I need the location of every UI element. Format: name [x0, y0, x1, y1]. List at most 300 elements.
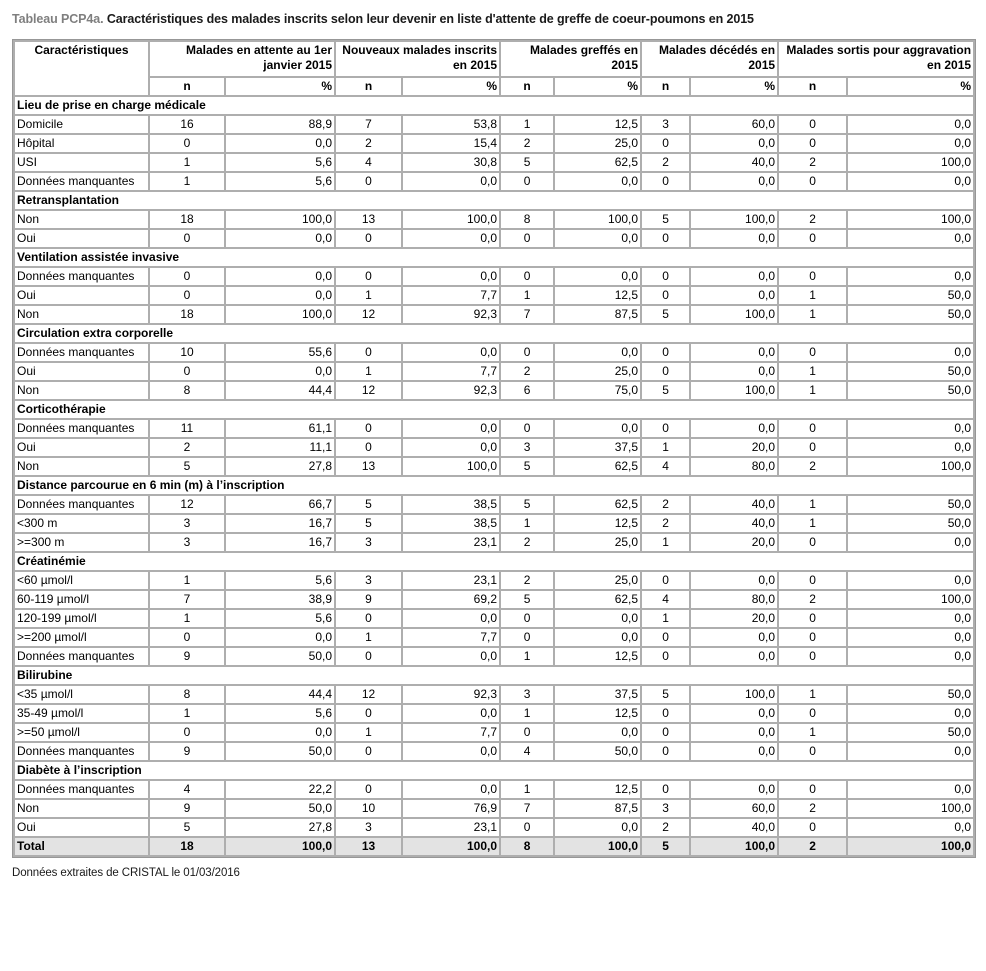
pct-value: 0,0: [691, 743, 777, 760]
n-value: 12: [336, 306, 401, 323]
pct-value: 25,0: [555, 534, 640, 551]
n-value: 0: [501, 724, 553, 741]
n-column-header: n: [501, 78, 553, 95]
pct-value: 66,7: [226, 496, 334, 513]
pct-value: 100,0: [403, 211, 499, 228]
pct-value: 0,0: [848, 781, 973, 798]
n-value: 0: [642, 420, 689, 437]
total-row: [15, 838, 973, 855]
pct-value: 50,0: [848, 515, 973, 532]
pct-value: 50,0: [848, 686, 973, 703]
table-row: [15, 211, 973, 228]
row-label: Total: [15, 838, 148, 855]
n-value: 2: [501, 534, 553, 551]
section-title: Lieu de prise en charge médicale: [15, 97, 973, 114]
n-value: 0: [642, 629, 689, 646]
n-value: 3: [336, 819, 401, 836]
n-value: 8: [150, 686, 224, 703]
n-value: 7: [501, 800, 553, 817]
n-value: 0: [779, 439, 846, 456]
pct-value: 0,0: [691, 135, 777, 152]
pct-value: 88,9: [226, 116, 334, 133]
n-value: 5: [336, 515, 401, 532]
pct-value: 40,0: [691, 819, 777, 836]
pct-value: 7,7: [403, 287, 499, 304]
n-value: 0: [642, 363, 689, 380]
n-value: 0: [642, 572, 689, 589]
pct-column-header: %: [691, 78, 777, 95]
column-group-deceased: Malades décédés en 2015: [642, 42, 777, 76]
table-row: [15, 173, 973, 190]
pct-value: 37,5: [555, 439, 640, 456]
section-header-row: [15, 249, 973, 266]
table-row: [15, 724, 973, 741]
n-value: 4: [642, 458, 689, 475]
pct-value: 12,5: [555, 648, 640, 665]
pct-value: 38,9: [226, 591, 334, 608]
n-value: 2: [779, 800, 846, 817]
pct-value: 60,0: [691, 116, 777, 133]
pct-value: 100,0: [555, 211, 640, 228]
pct-value: 53,8: [403, 116, 499, 133]
n-value: 5: [501, 458, 553, 475]
row-label: Domicile: [15, 116, 148, 133]
n-value: 0: [150, 287, 224, 304]
n-value: 1: [779, 686, 846, 703]
pct-value: 100,0: [691, 306, 777, 323]
pct-value: 0,0: [691, 287, 777, 304]
pct-value: 92,3: [403, 382, 499, 399]
n-value: 2: [642, 515, 689, 532]
n-value: 2: [501, 572, 553, 589]
n-value: 0: [642, 724, 689, 741]
pct-value: 0,0: [848, 420, 973, 437]
n-value: 5: [336, 496, 401, 513]
table-row: [15, 458, 973, 475]
n-value: 3: [336, 534, 401, 551]
n-value: 0: [642, 743, 689, 760]
pct-value: 0,0: [403, 705, 499, 722]
pct-value: 0,0: [848, 116, 973, 133]
n-column-header: n: [642, 78, 689, 95]
n-value: 1: [336, 724, 401, 741]
row-label: >=200 µmol/l: [15, 629, 148, 646]
column-group-header-row: [15, 42, 973, 76]
n-value: 2: [779, 211, 846, 228]
pct-value: 0,0: [691, 629, 777, 646]
n-value: 1: [150, 572, 224, 589]
pct-value: 5,6: [226, 154, 334, 171]
pct-value: 0,0: [403, 344, 499, 361]
n-value: 1: [642, 534, 689, 551]
table-row: [15, 382, 973, 399]
table-row: [15, 572, 973, 589]
pct-value: 50,0: [848, 363, 973, 380]
pct-column-header: %: [226, 78, 334, 95]
pct-value: 0,0: [848, 344, 973, 361]
n-value: 0: [336, 268, 401, 285]
pct-value: 12,5: [555, 515, 640, 532]
pct-value: 50,0: [848, 306, 973, 323]
n-value: 1: [779, 363, 846, 380]
table-row: [15, 135, 973, 152]
pct-value: 27,8: [226, 819, 334, 836]
row-label: USI: [15, 154, 148, 171]
n-value: 3: [336, 572, 401, 589]
row-label: Non: [15, 458, 148, 475]
n-value: 0: [779, 743, 846, 760]
row-label: Non: [15, 800, 148, 817]
pct-value: 0,0: [555, 610, 640, 627]
pct-value: 92,3: [403, 686, 499, 703]
pct-value: 0,0: [226, 363, 334, 380]
pct-value: 50,0: [848, 382, 973, 399]
n-value: 0: [336, 743, 401, 760]
table-row: [15, 705, 973, 722]
n-value: 0: [501, 268, 553, 285]
pct-value: 40,0: [691, 154, 777, 171]
row-label: Données manquantes: [15, 781, 148, 798]
statistics-table: [12, 39, 976, 858]
n-value: 1: [779, 724, 846, 741]
row-label: Données manquantes: [15, 496, 148, 513]
table-row: [15, 116, 973, 133]
table-row: [15, 800, 973, 817]
pct-value: 100,0: [691, 382, 777, 399]
n-value: 0: [150, 363, 224, 380]
row-label: Données manquantes: [15, 743, 148, 760]
n-value: 1: [779, 287, 846, 304]
n-value: 3: [501, 439, 553, 456]
pct-value: 12,5: [555, 781, 640, 798]
n-value: 3: [642, 800, 689, 817]
pct-value: 87,5: [555, 800, 640, 817]
n-value: 12: [336, 382, 401, 399]
n-value: 2: [779, 838, 846, 855]
pct-value: 0,0: [691, 344, 777, 361]
n-value: 0: [779, 116, 846, 133]
pct-value: 100,0: [555, 838, 640, 855]
n-value: 18: [150, 306, 224, 323]
pct-value: 0,0: [555, 173, 640, 190]
page-title: [12, 12, 974, 26]
section-header-row: [15, 667, 973, 684]
table-row: [15, 743, 973, 760]
row-label: Non: [15, 382, 148, 399]
table-row: [15, 154, 973, 171]
n-value: 2: [150, 439, 224, 456]
section-header-row: [15, 553, 973, 570]
n-value: 0: [501, 629, 553, 646]
n-value: 2: [642, 154, 689, 171]
table-row: [15, 496, 973, 513]
n-value: 0: [642, 781, 689, 798]
n-value: 9: [150, 743, 224, 760]
pct-value: 44,4: [226, 686, 334, 703]
row-label: <60 µmol/l: [15, 572, 148, 589]
section-title: Distance parcourue en 6 min (m) à l’inscription: [15, 477, 973, 494]
table-row: [15, 230, 973, 247]
sub-header-row: [15, 78, 973, 95]
pct-value: 12,5: [555, 705, 640, 722]
pct-value: 0,0: [691, 648, 777, 665]
pct-value: 100,0: [691, 686, 777, 703]
pct-value: 12,5: [555, 116, 640, 133]
n-value: 18: [150, 211, 224, 228]
table-row: [15, 819, 973, 836]
pct-value: 100,0: [848, 838, 973, 855]
pct-value: 15,4: [403, 135, 499, 152]
pct-value: 0,0: [555, 420, 640, 437]
n-column-header: n: [336, 78, 401, 95]
pct-value: 0,0: [403, 268, 499, 285]
row-label: >=300 m: [15, 534, 148, 551]
pct-value: 40,0: [691, 496, 777, 513]
n-value: 0: [642, 287, 689, 304]
section-header-row: [15, 97, 973, 114]
pct-value: 100,0: [848, 458, 973, 475]
pct-value: 100,0: [226, 306, 334, 323]
n-value: 0: [336, 230, 401, 247]
pct-value: 0,0: [691, 173, 777, 190]
table-header: [15, 42, 973, 95]
pct-value: 50,0: [226, 743, 334, 760]
n-value: 13: [336, 458, 401, 475]
table-row: [15, 648, 973, 665]
n-value: 0: [150, 135, 224, 152]
n-value: 10: [150, 344, 224, 361]
n-value: 0: [779, 268, 846, 285]
pct-value: 61,1: [226, 420, 334, 437]
n-value: 2: [779, 591, 846, 608]
pct-value: 0,0: [555, 344, 640, 361]
n-value: 10: [336, 800, 401, 817]
pct-value: 0,0: [691, 420, 777, 437]
pct-value: 0,0: [226, 287, 334, 304]
pct-value: 76,9: [403, 800, 499, 817]
n-value: 4: [336, 154, 401, 171]
row-label: Oui: [15, 439, 148, 456]
n-value: 0: [150, 230, 224, 247]
n-value: 1: [336, 287, 401, 304]
n-value: 1: [150, 610, 224, 627]
extraction-note: Données extraites de CRISTAL le 01/03/2016: [12, 867, 240, 879]
section-title: Retransplantation: [15, 192, 973, 209]
n-value: 1: [336, 629, 401, 646]
pct-value: 5,6: [226, 705, 334, 722]
n-value: 2: [779, 154, 846, 171]
pct-value: 23,1: [403, 534, 499, 551]
pct-value: 0,0: [848, 819, 973, 836]
pct-value: 0,0: [226, 230, 334, 247]
table-row: [15, 306, 973, 323]
table-row: [15, 610, 973, 627]
pct-value: 62,5: [555, 591, 640, 608]
n-value: 8: [501, 838, 553, 855]
table-row: [15, 534, 973, 551]
pct-value: 69,2: [403, 591, 499, 608]
pct-value: 0,0: [848, 268, 973, 285]
table-row: [15, 591, 973, 608]
n-value: 0: [779, 420, 846, 437]
n-value: 0: [642, 135, 689, 152]
n-value: 0: [779, 781, 846, 798]
n-value: 9: [336, 591, 401, 608]
section-header-row: [15, 401, 973, 418]
pct-value: 0,0: [848, 173, 973, 190]
n-value: 0: [779, 344, 846, 361]
section-title: Bilirubine: [15, 667, 973, 684]
row-label: Hôpital: [15, 135, 148, 152]
n-value: 0: [336, 173, 401, 190]
pct-value: 37,5: [555, 686, 640, 703]
n-value: 4: [642, 591, 689, 608]
pct-value: 20,0: [691, 534, 777, 551]
table-row: [15, 515, 973, 532]
row-label: 35-49 µmol/l: [15, 705, 148, 722]
pct-value: 50,0: [848, 496, 973, 513]
section-header-row: [15, 477, 973, 494]
n-value: 2: [779, 458, 846, 475]
n-value: 12: [150, 496, 224, 513]
n-value: 6: [501, 382, 553, 399]
row-label: Données manquantes: [15, 344, 148, 361]
pct-value: 0,0: [226, 724, 334, 741]
n-value: 1: [150, 705, 224, 722]
table-row: [15, 420, 973, 437]
n-value: 3: [642, 116, 689, 133]
pct-value: 50,0: [848, 287, 973, 304]
pct-value: 38,5: [403, 496, 499, 513]
n-value: 5: [642, 686, 689, 703]
pct-value: 0,0: [691, 705, 777, 722]
n-value: 2: [642, 819, 689, 836]
pct-column-header: %: [848, 78, 973, 95]
row-label: Données manquantes: [15, 173, 148, 190]
n-value: 1: [779, 306, 846, 323]
row-label: <300 m: [15, 515, 148, 532]
n-value: 11: [150, 420, 224, 437]
n-value: 0: [501, 230, 553, 247]
table-title-text: Caractéristiques des malades inscrits selon leur devenir en liste d'attente de greffe de coeur-poumons en 2015: [106, 12, 754, 26]
n-value: 0: [642, 230, 689, 247]
pct-value: 100,0: [848, 591, 973, 608]
pct-value: 100,0: [226, 211, 334, 228]
section-header-row: [15, 192, 973, 209]
n-value: 0: [150, 629, 224, 646]
pct-value: 0,0: [403, 743, 499, 760]
row-label: Non: [15, 211, 148, 228]
n-value: 3: [150, 534, 224, 551]
table-row: [15, 363, 973, 380]
pct-value: 22,2: [226, 781, 334, 798]
n-value: 0: [336, 648, 401, 665]
n-value: 4: [150, 781, 224, 798]
pct-value: 0,0: [848, 230, 973, 247]
n-value: 0: [779, 534, 846, 551]
pct-value: 25,0: [555, 135, 640, 152]
pct-value: 0,0: [691, 363, 777, 380]
column-group-waiting: Malades en attente au 1er janvier 2015: [150, 42, 334, 76]
n-value: 0: [336, 781, 401, 798]
pct-value: 0,0: [691, 230, 777, 247]
n-value: 8: [150, 382, 224, 399]
column-group-transplanted: Malades greffés en 2015: [501, 42, 640, 76]
n-value: 3: [501, 686, 553, 703]
pct-value: 100,0: [403, 458, 499, 475]
table-row: [15, 686, 973, 703]
pct-value: 0,0: [848, 534, 973, 551]
n-value: 7: [336, 116, 401, 133]
pct-value: 50,0: [848, 724, 973, 741]
pct-value: 0,0: [848, 439, 973, 456]
n-value: 2: [501, 363, 553, 380]
pct-value: 20,0: [691, 610, 777, 627]
n-value: 0: [336, 610, 401, 627]
n-value: 0: [779, 705, 846, 722]
pct-value: 0,0: [848, 629, 973, 646]
pct-value: 0,0: [691, 572, 777, 589]
row-label: Oui: [15, 363, 148, 380]
pct-value: 12,5: [555, 287, 640, 304]
pct-value: 20,0: [691, 439, 777, 456]
n-value: 1: [501, 287, 553, 304]
section-title: Corticothérapie: [15, 401, 973, 418]
n-value: 0: [779, 572, 846, 589]
pct-value: 0,0: [848, 743, 973, 760]
n-value: 1: [501, 781, 553, 798]
n-value: 0: [501, 610, 553, 627]
n-value: 0: [336, 705, 401, 722]
n-value: 0: [501, 420, 553, 437]
n-value: 1: [501, 648, 553, 665]
n-value: 0: [501, 819, 553, 836]
n-value: 8: [501, 211, 553, 228]
table-row: [15, 268, 973, 285]
row-label: Données manquantes: [15, 420, 148, 437]
column-group-new-patients: Nouveaux malades inscrits en 2015: [336, 42, 499, 76]
pct-value: 30,8: [403, 154, 499, 171]
pct-value: 0,0: [226, 268, 334, 285]
pct-value: 0,0: [691, 781, 777, 798]
n-value: 7: [150, 591, 224, 608]
n-value: 0: [150, 724, 224, 741]
pct-value: 0,0: [403, 230, 499, 247]
n-column-header: n: [779, 78, 846, 95]
pct-value: 100,0: [848, 211, 973, 228]
pct-value: 0,0: [848, 610, 973, 627]
n-value: 1: [501, 705, 553, 722]
n-value: 13: [336, 838, 401, 855]
n-value: 0: [501, 344, 553, 361]
n-value: 7: [501, 306, 553, 323]
n-value: 0: [501, 173, 553, 190]
pct-value: 25,0: [555, 363, 640, 380]
pct-value: 80,0: [691, 458, 777, 475]
row-label: Données manquantes: [15, 648, 148, 665]
pct-value: 7,7: [403, 363, 499, 380]
pct-value: 75,0: [555, 382, 640, 399]
n-value: 1: [642, 610, 689, 627]
pct-value: 0,0: [555, 629, 640, 646]
pct-value: 62,5: [555, 458, 640, 475]
pct-value: 23,1: [403, 572, 499, 589]
section-title: Ventilation assistée invasive: [15, 249, 973, 266]
characteristics-column-header: Caractéristiques: [15, 42, 148, 95]
pct-value: 23,1: [403, 819, 499, 836]
n-value: 0: [779, 135, 846, 152]
n-value: 3: [150, 515, 224, 532]
